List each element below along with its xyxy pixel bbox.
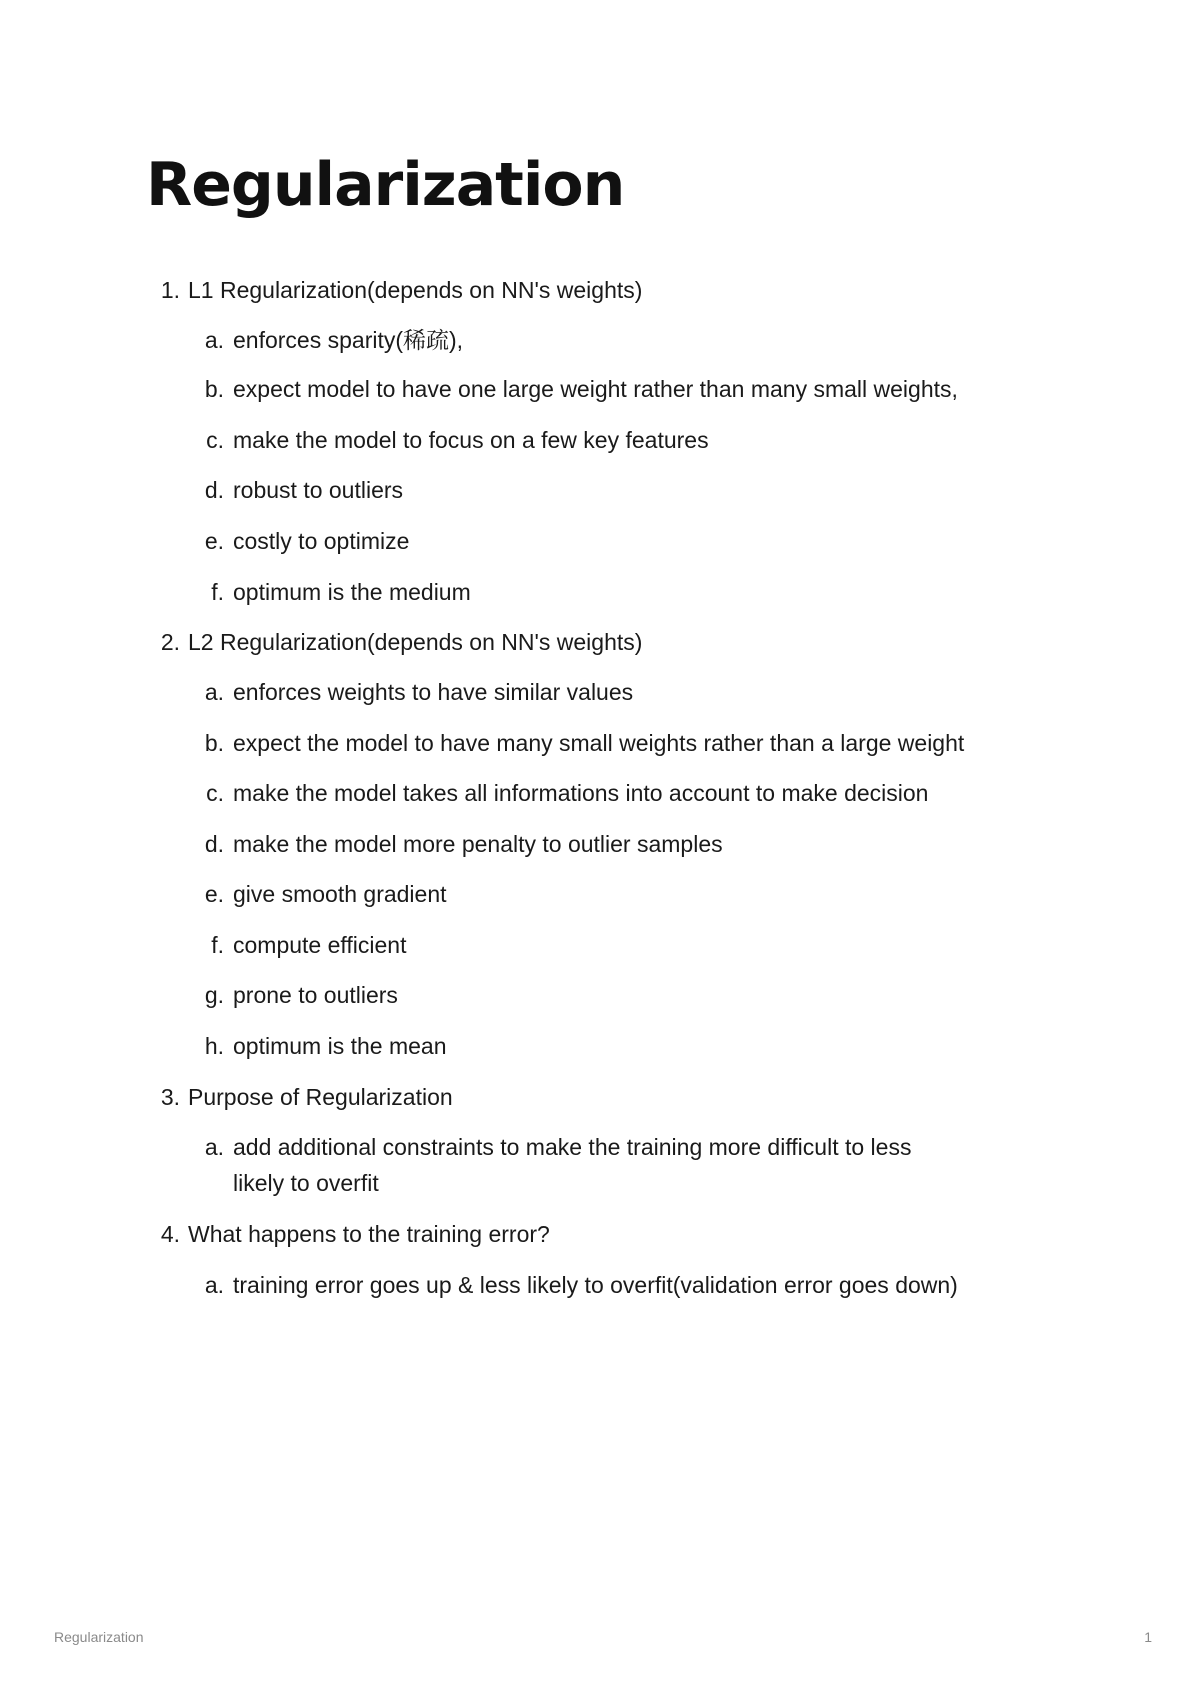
list-marker: f.	[211, 579, 224, 605]
list-marker: h.	[204, 1033, 224, 1059]
list-marker: 1.	[160, 277, 180, 303]
footer-document-title: Regularization	[54, 1629, 144, 1645]
list-item-text: L1 Regularization(depends on NN's weights)	[188, 277, 643, 303]
list-marker: a.	[204, 327, 224, 353]
list-item-text: Purpose of Regularization	[188, 1084, 453, 1110]
list-marker: e.	[204, 528, 224, 554]
list-item-text: give smooth gradient	[233, 881, 447, 907]
list-marker: c.	[206, 780, 224, 806]
list-marker: a.	[204, 1272, 224, 1298]
list-item-text: expect model to have one large weight rather than many small weights,	[233, 376, 958, 402]
footer-page-number: 1	[1144, 1629, 1152, 1645]
list-item-text: compute efficient	[233, 932, 407, 958]
list-item-text: What happens to the training error?	[188, 1221, 550, 1247]
list-marker: 3.	[160, 1084, 180, 1110]
list-marker: b.	[204, 376, 224, 402]
list-item-text: make the model takes all informations into account to make decision	[233, 780, 929, 806]
list-marker: a.	[204, 679, 224, 705]
list-marker: d.	[204, 831, 224, 857]
list-item-text: enforces sparity(稀疏),	[233, 327, 464, 353]
list-marker: f.	[211, 932, 224, 958]
list-marker: e.	[204, 881, 224, 907]
list-item-text: L2 Regularization(depends on NN's weights)	[188, 629, 643, 655]
list-marker: 2.	[160, 629, 180, 655]
list-item-text: robust to outliers	[233, 477, 404, 503]
list-marker: g.	[204, 982, 224, 1008]
list-item-text: likely to overfit	[233, 1170, 379, 1196]
list-item-text: costly to optimize	[233, 528, 410, 554]
list-item-text: training error goes up & less likely to overfit(validation error goes down)	[233, 1272, 958, 1298]
list-marker: c.	[206, 427, 224, 453]
page-title: Regularization	[146, 150, 625, 220]
list-item-text: make the model more penalty to outlier samples	[233, 831, 723, 857]
list-item-text: optimum is the mean	[233, 1033, 447, 1059]
list-item-text: expect the model to have many small weights rather than a large weight	[233, 730, 965, 756]
list-marker: a.	[204, 1134, 224, 1160]
list-item-text: optimum is the medium	[233, 579, 471, 605]
list-marker: d.	[204, 477, 224, 503]
list-item-text: make the model to focus on a few key features	[233, 427, 709, 453]
list-item-text: enforces weights to have similar values	[233, 679, 634, 705]
list-marker: 4.	[160, 1221, 180, 1247]
list-item-text: add additional constraints to make the training more difficult to less	[233, 1134, 912, 1160]
list-item-text: prone to outliers	[233, 982, 398, 1008]
list-marker: b.	[204, 730, 224, 756]
